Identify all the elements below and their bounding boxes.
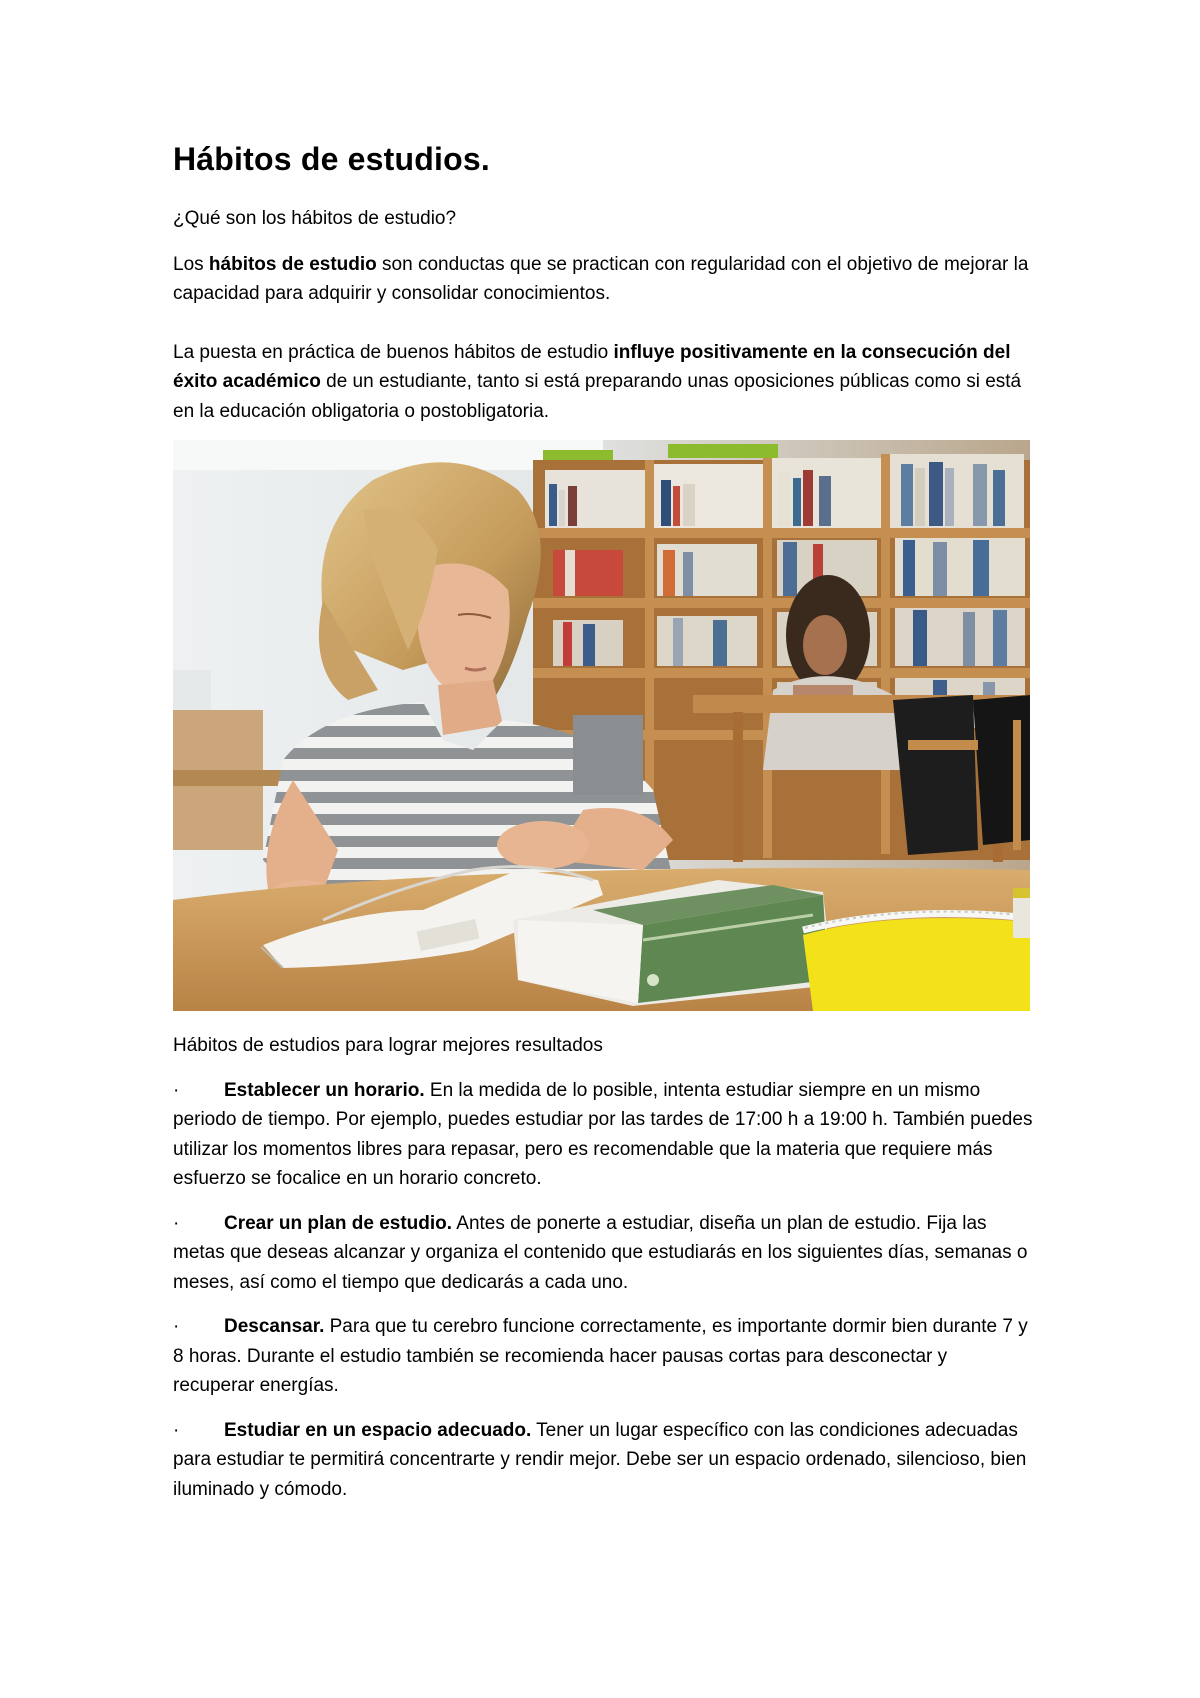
left-box xyxy=(173,670,211,710)
intro-p2-text-a: La puesta en práctica de buenos hábitos de estudio xyxy=(173,341,614,363)
list-item-text: Antes de ponerte a estudiar, diseña un plan de estudio. Fija las metas que deseas alcanzar y organiza el contenido que estudiarás en los siguientes días, semanas o meses, así como el tiempo que dedicarás a cada uno. xyxy=(173,1212,1028,1293)
bullet-marker: · xyxy=(173,1212,180,1234)
list-item-text: Para que tu cerebro funcione correctamente, es importante dormir bien durante 7 y 8 horas. Durante el estudio también se recomienda hacer pausas cortas para desconectar y recuperar energías. xyxy=(173,1316,1028,1397)
intro-p1-bold: hábitos de estudio xyxy=(208,253,377,275)
intro-p2-bold: influye positivamente en la consecución del éxito académico xyxy=(173,341,1011,393)
page-title: Hábitos de estudios. xyxy=(173,141,490,177)
edge-book-top xyxy=(1013,888,1030,898)
list-item xyxy=(173,1416,1033,1505)
bullet-marker: · xyxy=(173,1316,180,1338)
list-item-title: Estudiar en un espacio adecuado. xyxy=(224,1419,532,1441)
list-item-title: Descansar. xyxy=(224,1316,325,1338)
section-heading: Hábitos de estudios para lograr mejores resultados xyxy=(173,1035,603,1057)
library-student-photo xyxy=(173,440,1030,1011)
question-subtitle: ¿Qué son los hábitos de estudio? xyxy=(173,208,457,230)
bullet-marker: · xyxy=(173,1079,180,1101)
photo-illustration xyxy=(173,440,1030,1011)
table-leg xyxy=(733,712,743,862)
list-item xyxy=(173,1209,1033,1298)
background-chairs xyxy=(893,695,1030,855)
green-accent-right xyxy=(668,444,778,458)
list-item-title: Establecer un horario. xyxy=(224,1079,425,1101)
intro-p1-text-a: Los xyxy=(173,253,209,275)
intro-paragraph-1 xyxy=(173,250,1033,309)
intro-p1-text-c: son conductas que se practican con regularidad con el objetivo de mejorar la capacidad para adquirir y consolidar conocimientos. xyxy=(173,253,1029,305)
list-item-text: En la medida de lo posible, intenta estudiar siempre en un mismo periodo de tiempo. Por ejemplo, puedes estudiar por las tardes de 17:00 h a 19:00 h. También puedes utilizar los momentos libres para repasar, pero es recomendable que la materia que requiere más esfuerzo se focalice en un horario concreto. xyxy=(173,1079,1033,1190)
list-item xyxy=(173,1312,1033,1401)
intro-p2-text-c: de un estudiante, tanto si está preparando unas oposiciones públicas como si está en la educación obligatoria o postobligatoria. xyxy=(173,371,1022,422)
bullet-marker: · xyxy=(173,1419,180,1441)
document-body xyxy=(173,140,1033,1504)
list-item-title: Crear un plan de estudio. xyxy=(224,1212,453,1234)
list-item-text: Tener un lugar específico con las condiciones adecuadas para estudiar te permitirá concentrarte y rendir mejor. Debe ser un espacio ordenado, silencioso, bien iluminado y cómodo. xyxy=(173,1419,1027,1500)
intro-paragraph-2 xyxy=(173,338,1033,427)
list-item xyxy=(173,1076,1033,1194)
